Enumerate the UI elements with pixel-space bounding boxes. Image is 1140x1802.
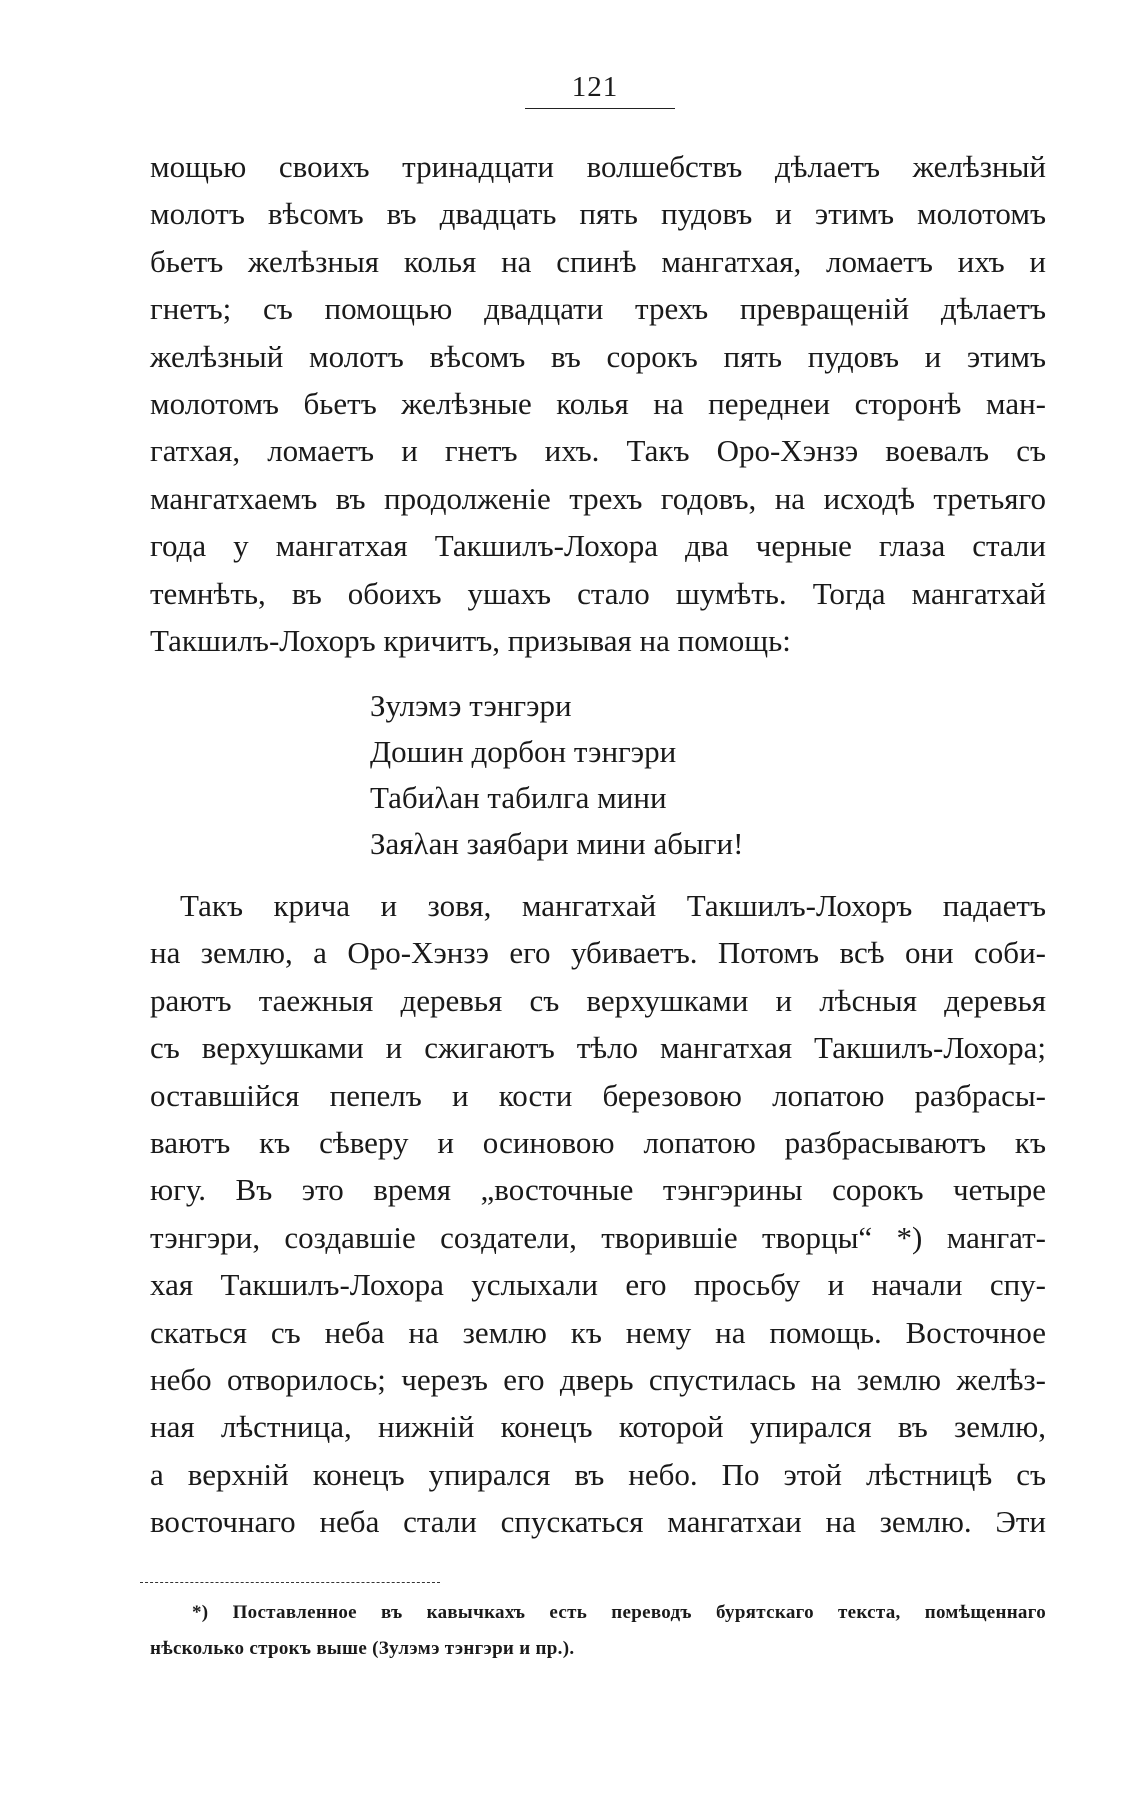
footnote bbox=[150, 1595, 1046, 1667]
text-line: хая Такшилъ-Лохора услыхали его просьбу и начали спу- bbox=[150, 1267, 1046, 1303]
verse-line: Заяλан заябари мини абыги! bbox=[370, 826, 744, 861]
footnote-line: *) Поставленное въ кавычкахъ есть переводъ бурятскаго текста, помѣщеннаго bbox=[192, 1602, 1046, 1623]
text-line: скаться съ неба на землю къ нему на помощь. Восточное bbox=[150, 1314, 1046, 1350]
text-line: а верхнiй конецъ упирался въ небо. По этой лѣстницѣ съ bbox=[150, 1456, 1046, 1492]
text-line: темнѣть, въ обоихъ ушахъ стало шумѣть. Тогда мангатхай bbox=[150, 575, 1046, 611]
text-line: молотомъ бьетъ желѣзные колья на переднеи сторонѣ ман- bbox=[150, 385, 1046, 421]
text-line: небо отворилось; черезъ его дверь спустилась на землю желѣз- bbox=[150, 1361, 1046, 1397]
paragraph-1 bbox=[150, 143, 1046, 664]
text-line: раютъ таежныя деревья съ верхушками и лѣсныя деревья bbox=[150, 982, 1046, 1018]
text-line: бьетъ желѣзныя колья на спинѣ мангатхая, ломаетъ ихъ и bbox=[150, 243, 1046, 279]
footnote-line: нѣсколько строкъ выше (Зулэмэ тэнгэри и пр.). bbox=[150, 1638, 575, 1659]
text-line: ная лѣстница, нижнiй конецъ которой упирался въ землю, bbox=[150, 1409, 1046, 1445]
text-line: гнетъ; съ помощью двадцати трехъ превращенiй дѣлаетъ bbox=[150, 291, 1046, 327]
page-number: 121 bbox=[571, 71, 619, 103]
text-line: югу. Въ это время „восточные тэнгэрины сорокъ четыре bbox=[150, 1172, 1046, 1208]
verse-block bbox=[370, 683, 870, 867]
text-line: восточнаго неба стали спускаться мангатхаи на землю. Эти bbox=[150, 1504, 1046, 1540]
text-line: тэнгэри, создавшiе создатели, творившiе творцы“ *) мангат- bbox=[150, 1219, 1046, 1255]
text-line: ваютъ къ сѣверу и осиновою лопатою разбрасываютъ къ bbox=[150, 1124, 1046, 1160]
paragraph-2 bbox=[150, 882, 1046, 1545]
verse-line: Табиλан табилга мини bbox=[370, 780, 667, 815]
text-line: оставшiйся пепелъ и кости березовою лопатою разбрасы- bbox=[150, 1077, 1046, 1113]
text-line: молотъ вѣсомъ въ двадцать пять пудовъ и этимъ молотомъ bbox=[150, 196, 1046, 232]
text-line: гатхая, ломаетъ и гнетъ ихъ. Такъ Оро-Хэнзэ воевалъ съ bbox=[150, 433, 1046, 469]
text-line: съ верхушками и сжигаютъ тѣло мангатхая Такшилъ-Лохора; bbox=[150, 1030, 1046, 1066]
text-line: мощью своихъ тринадцати волшебствъ дѣлаетъ желѣзный bbox=[150, 149, 1046, 184]
verse-line: Зулэмэ тэнгэри bbox=[370, 688, 572, 723]
text-line: Такшилъ-Лохоръ кричитъ, призывая на помощь: bbox=[150, 622, 791, 658]
text-line: мангатхаемъ въ продолженiе трехъ годовъ, на исходѣ третьяго bbox=[150, 480, 1046, 516]
text-line: желѣзный молотъ вѣсомъ въ сорокъ пять пудовъ и этимъ bbox=[150, 338, 1046, 374]
text-line: на землю, а Оро-Хэнзэ его убиваетъ. Потомъ всѣ они соби- bbox=[150, 935, 1046, 971]
verse-line: Дошин дорбон тэнгэри bbox=[370, 734, 677, 769]
text-line: года у мангатхая Такшилъ-Лохора два черные глаза стали bbox=[150, 528, 1046, 564]
footnote-separator bbox=[140, 1582, 440, 1583]
text-line: Такъ крича и зовя, мангатхай Такшилъ-Лохоръ падаетъ bbox=[180, 888, 1046, 923]
page-number-rule bbox=[525, 108, 675, 109]
